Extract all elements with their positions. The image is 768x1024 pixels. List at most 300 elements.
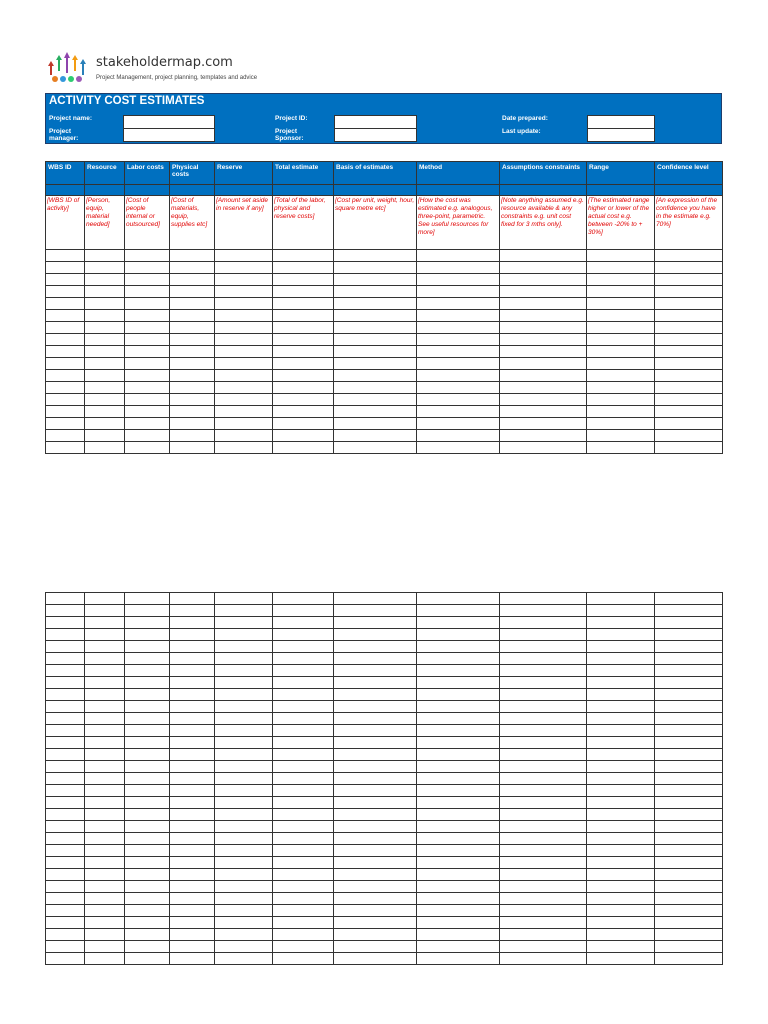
table-cell[interactable] (46, 689, 85, 701)
table-cell[interactable] (417, 418, 500, 430)
table-cell[interactable] (500, 406, 587, 418)
table-cell[interactable] (215, 737, 273, 749)
table-cell[interactable] (125, 881, 170, 893)
table-cell[interactable] (655, 641, 723, 653)
table-cell[interactable] (417, 593, 500, 605)
table-cell[interactable] (417, 298, 500, 310)
table-cell[interactable] (417, 713, 500, 725)
table-cell[interactable] (500, 881, 587, 893)
table-cell[interactable] (215, 893, 273, 905)
table-cell[interactable] (655, 689, 723, 701)
table-cell[interactable] (46, 761, 85, 773)
table-cell[interactable] (334, 905, 417, 917)
table-cell[interactable] (587, 605, 655, 617)
table-cell[interactable] (170, 358, 215, 370)
table-cell[interactable] (46, 725, 85, 737)
table-cell[interactable] (655, 809, 723, 821)
table-cell[interactable] (170, 677, 215, 689)
table-cell[interactable] (215, 406, 273, 418)
table-cell[interactable] (655, 442, 723, 454)
table-cell[interactable] (655, 869, 723, 881)
instruction-cell[interactable]: [WBS ID of activity] (46, 196, 85, 250)
table-cell[interactable] (46, 941, 85, 953)
table-cell[interactable] (215, 593, 273, 605)
table-cell[interactable] (273, 761, 334, 773)
table-cell[interactable] (655, 262, 723, 274)
table-cell[interactable] (587, 286, 655, 298)
table-cell[interactable] (85, 785, 125, 797)
instruction-cell[interactable]: [Person, equip, material needed] (85, 196, 125, 250)
table-cell[interactable] (587, 833, 655, 845)
table-cell[interactable] (273, 701, 334, 713)
table-cell[interactable] (334, 809, 417, 821)
table-cell[interactable] (500, 713, 587, 725)
table-cell[interactable] (587, 713, 655, 725)
table-cell[interactable] (85, 761, 125, 773)
table-cell[interactable] (85, 334, 125, 346)
table-cell[interactable] (655, 394, 723, 406)
table-cell[interactable] (46, 605, 85, 617)
table-cell[interactable] (500, 605, 587, 617)
table-cell[interactable] (46, 929, 85, 941)
table-cell[interactable] (46, 430, 85, 442)
table-cell[interactable] (500, 442, 587, 454)
table-cell[interactable] (500, 274, 587, 286)
table-cell[interactable] (85, 881, 125, 893)
table-cell[interactable] (587, 274, 655, 286)
table-cell[interactable] (587, 262, 655, 274)
table-cell[interactable] (587, 406, 655, 418)
table-cell[interactable] (587, 689, 655, 701)
table-cell[interactable] (334, 298, 417, 310)
table-cell[interactable] (215, 286, 273, 298)
table-cell[interactable] (655, 785, 723, 797)
table-cell[interactable] (125, 358, 170, 370)
table-cell[interactable] (500, 430, 587, 442)
table-cell[interactable] (46, 310, 85, 322)
table-cell[interactable] (500, 298, 587, 310)
table-cell[interactable] (215, 929, 273, 941)
table-cell[interactable] (125, 406, 170, 418)
table-cell[interactable] (334, 893, 417, 905)
table-cell[interactable] (85, 310, 125, 322)
table-cell[interactable] (170, 593, 215, 605)
table-cell[interactable] (417, 250, 500, 262)
table-cell[interactable] (500, 821, 587, 833)
table-cell[interactable] (170, 286, 215, 298)
table-cell[interactable] (417, 917, 500, 929)
table-cell[interactable] (334, 593, 417, 605)
table-cell[interactable] (500, 857, 587, 869)
table-cell[interactable] (655, 773, 723, 785)
table-cell[interactable] (334, 394, 417, 406)
table-cell[interactable] (85, 406, 125, 418)
table-cell[interactable] (587, 881, 655, 893)
table-cell[interactable] (587, 430, 655, 442)
table-cell[interactable] (500, 773, 587, 785)
table-cell[interactable] (417, 845, 500, 857)
table-cell[interactable] (125, 629, 170, 641)
table-cell[interactable] (85, 298, 125, 310)
table-cell[interactable] (215, 953, 273, 965)
table-cell[interactable] (655, 737, 723, 749)
table-cell[interactable] (334, 953, 417, 965)
table-cell[interactable] (334, 701, 417, 713)
table-cell[interactable] (46, 713, 85, 725)
table-cell[interactable] (170, 406, 215, 418)
table-cell[interactable] (46, 701, 85, 713)
table-cell[interactable] (587, 677, 655, 689)
table-cell[interactable] (587, 593, 655, 605)
table-cell[interactable] (334, 677, 417, 689)
table-cell[interactable] (273, 442, 334, 454)
table-cell[interactable] (125, 322, 170, 334)
table-cell[interactable] (215, 797, 273, 809)
table-cell[interactable] (655, 749, 723, 761)
table-cell[interactable] (46, 653, 85, 665)
table-cell[interactable] (215, 809, 273, 821)
table-cell[interactable] (125, 593, 170, 605)
table-cell[interactable] (215, 334, 273, 346)
table-cell[interactable] (85, 929, 125, 941)
table-cell[interactable] (273, 430, 334, 442)
table-cell[interactable] (125, 737, 170, 749)
table-cell[interactable] (655, 370, 723, 382)
table-cell[interactable] (46, 905, 85, 917)
table-cell[interactable] (500, 629, 587, 641)
table-cell[interactable] (587, 905, 655, 917)
table-cell[interactable] (417, 785, 500, 797)
table-cell[interactable] (170, 641, 215, 653)
table-cell[interactable] (655, 665, 723, 677)
table-cell[interactable] (500, 953, 587, 965)
table-cell[interactable] (655, 725, 723, 737)
table-cell[interactable] (46, 749, 85, 761)
table-cell[interactable] (170, 749, 215, 761)
table-cell[interactable] (170, 701, 215, 713)
table-cell[interactable] (85, 629, 125, 641)
table-cell[interactable] (334, 653, 417, 665)
site-name[interactable]: stakeholdermap.com (96, 55, 233, 70)
table-cell[interactable] (170, 298, 215, 310)
table-cell[interactable] (334, 641, 417, 653)
table-cell[interactable] (334, 713, 417, 725)
table-cell[interactable] (170, 665, 215, 677)
table-cell[interactable] (500, 917, 587, 929)
table-cell[interactable] (85, 677, 125, 689)
table-cell[interactable] (417, 941, 500, 953)
instruction-cell[interactable]: [Cost of materials, equip, supplies etc] (170, 196, 215, 250)
table-cell[interactable] (655, 346, 723, 358)
table-cell[interactable] (500, 394, 587, 406)
table-cell[interactable] (85, 725, 125, 737)
table-cell[interactable] (170, 605, 215, 617)
table-cell[interactable] (215, 701, 273, 713)
table-cell[interactable] (85, 917, 125, 929)
table-cell[interactable] (655, 334, 723, 346)
table-cell[interactable] (273, 370, 334, 382)
table-cell[interactable] (334, 274, 417, 286)
table-cell[interactable] (215, 881, 273, 893)
table-cell[interactable] (587, 617, 655, 629)
table-cell[interactable] (170, 322, 215, 334)
table-cell[interactable] (334, 250, 417, 262)
table-cell[interactable] (215, 713, 273, 725)
table-cell[interactable] (215, 418, 273, 430)
table-cell[interactable] (587, 641, 655, 653)
table-cell[interactable] (587, 394, 655, 406)
table-cell[interactable] (417, 394, 500, 406)
table-cell[interactable] (334, 725, 417, 737)
table-cell[interactable] (417, 322, 500, 334)
table-cell[interactable] (85, 430, 125, 442)
table-cell[interactable] (215, 250, 273, 262)
table-cell[interactable] (273, 689, 334, 701)
table-cell[interactable] (273, 653, 334, 665)
table-cell[interactable] (655, 713, 723, 725)
table-cell[interactable] (500, 653, 587, 665)
table-cell[interactable] (125, 274, 170, 286)
table-cell[interactable] (46, 869, 85, 881)
table-cell[interactable] (46, 917, 85, 929)
table-cell[interactable] (215, 653, 273, 665)
table-cell[interactable] (125, 689, 170, 701)
table-cell[interactable] (125, 941, 170, 953)
table-cell[interactable] (125, 665, 170, 677)
table-cell[interactable] (85, 653, 125, 665)
table-cell[interactable] (170, 905, 215, 917)
table-cell[interactable] (125, 857, 170, 869)
table-cell[interactable] (334, 785, 417, 797)
table-cell[interactable] (125, 677, 170, 689)
table-cell[interactable] (170, 629, 215, 641)
table-cell[interactable] (85, 737, 125, 749)
table-cell[interactable] (170, 785, 215, 797)
table-cell[interactable] (125, 605, 170, 617)
table-cell[interactable] (500, 262, 587, 274)
table-cell[interactable] (273, 917, 334, 929)
table-cell[interactable] (46, 677, 85, 689)
table-cell[interactable] (334, 418, 417, 430)
table-cell[interactable] (85, 953, 125, 965)
table-cell[interactable] (85, 905, 125, 917)
table-cell[interactable] (500, 785, 587, 797)
table-cell[interactable] (334, 773, 417, 785)
table-cell[interactable] (500, 761, 587, 773)
table-cell[interactable] (587, 953, 655, 965)
table-cell[interactable] (46, 737, 85, 749)
table-cell[interactable] (125, 641, 170, 653)
table-cell[interactable] (417, 749, 500, 761)
table-cell[interactable] (125, 953, 170, 965)
table-cell[interactable] (587, 358, 655, 370)
table-cell[interactable] (334, 629, 417, 641)
table-cell[interactable] (655, 250, 723, 262)
table-cell[interactable] (46, 785, 85, 797)
table-cell[interactable] (46, 274, 85, 286)
table-cell[interactable] (125, 382, 170, 394)
table-cell[interactable] (215, 394, 273, 406)
table-cell[interactable] (46, 322, 85, 334)
instruction-cell[interactable]: [An expression of the confidence you have in the estimate e.g. 70%] (655, 196, 723, 250)
table-cell[interactable] (273, 893, 334, 905)
table-cell[interactable] (587, 917, 655, 929)
table-cell[interactable] (170, 809, 215, 821)
table-cell[interactable] (417, 406, 500, 418)
table-cell[interactable] (170, 382, 215, 394)
table-cell[interactable] (417, 382, 500, 394)
table-cell[interactable] (417, 737, 500, 749)
table-cell[interactable] (85, 358, 125, 370)
table-cell[interactable] (215, 641, 273, 653)
table-cell[interactable] (417, 869, 500, 881)
table-cell[interactable] (273, 617, 334, 629)
instruction-cell[interactable]: [The estimated range higher or lower of the actual cost e.g. between -20% to + 30%] (587, 196, 655, 250)
table-cell[interactable] (215, 358, 273, 370)
table-cell[interactable] (273, 869, 334, 881)
table-cell[interactable] (170, 430, 215, 442)
table-cell[interactable] (334, 689, 417, 701)
table-cell[interactable] (655, 677, 723, 689)
table-cell[interactable] (334, 430, 417, 442)
table-cell[interactable] (273, 286, 334, 298)
table-cell[interactable] (125, 797, 170, 809)
table-cell[interactable] (215, 761, 273, 773)
table-cell[interactable] (417, 430, 500, 442)
table-cell[interactable] (85, 262, 125, 274)
table-cell[interactable] (655, 406, 723, 418)
table-cell[interactable] (587, 653, 655, 665)
table-cell[interactable] (85, 749, 125, 761)
table-cell[interactable] (170, 653, 215, 665)
table-cell[interactable] (170, 713, 215, 725)
table-cell[interactable] (655, 797, 723, 809)
table-cell[interactable] (85, 250, 125, 262)
table-cell[interactable] (85, 322, 125, 334)
table-cell[interactable] (125, 785, 170, 797)
table-cell[interactable] (215, 749, 273, 761)
table-cell[interactable] (46, 893, 85, 905)
table-cell[interactable] (587, 725, 655, 737)
table-cell[interactable] (273, 406, 334, 418)
table-cell[interactable] (85, 274, 125, 286)
table-cell[interactable] (655, 845, 723, 857)
table-cell[interactable] (334, 797, 417, 809)
table-cell[interactable] (46, 286, 85, 298)
table-cell[interactable] (655, 286, 723, 298)
table-cell[interactable] (500, 905, 587, 917)
table-cell[interactable] (215, 442, 273, 454)
table-cell[interactable] (85, 713, 125, 725)
table-cell[interactable] (417, 653, 500, 665)
instruction-cell[interactable]: [How the cost was estimated e.g. analogous, three-point, parametric. See useful resources for more] (417, 196, 500, 250)
table-cell[interactable] (46, 334, 85, 346)
table-cell[interactable] (273, 833, 334, 845)
table-cell[interactable] (500, 641, 587, 653)
project-id-field[interactable] (334, 115, 417, 129)
table-cell[interactable] (500, 418, 587, 430)
table-cell[interactable] (125, 749, 170, 761)
table-cell[interactable] (500, 286, 587, 298)
table-cell[interactable] (273, 749, 334, 761)
table-cell[interactable] (170, 689, 215, 701)
table-cell[interactable] (587, 701, 655, 713)
table-cell[interactable] (417, 929, 500, 941)
table-cell[interactable] (500, 310, 587, 322)
table-cell[interactable] (85, 346, 125, 358)
table-cell[interactable] (273, 821, 334, 833)
table-cell[interactable] (587, 322, 655, 334)
table-cell[interactable] (417, 605, 500, 617)
table-cell[interactable] (655, 298, 723, 310)
last-update-field[interactable] (587, 128, 655, 142)
table-cell[interactable] (334, 941, 417, 953)
table-cell[interactable] (655, 893, 723, 905)
table-cell[interactable] (273, 929, 334, 941)
table-cell[interactable] (85, 821, 125, 833)
table-cell[interactable] (500, 869, 587, 881)
table-cell[interactable] (500, 617, 587, 629)
table-cell[interactable] (655, 929, 723, 941)
table-cell[interactable] (417, 617, 500, 629)
instruction-cell[interactable]: [Total of the labor, physical and reserve costs] (273, 196, 334, 250)
table-cell[interactable] (170, 737, 215, 749)
table-cell[interactable] (587, 418, 655, 430)
table-cell[interactable] (334, 358, 417, 370)
table-cell[interactable] (655, 629, 723, 641)
project-name-field[interactable] (123, 115, 215, 129)
table-cell[interactable] (170, 821, 215, 833)
table-cell[interactable] (85, 689, 125, 701)
table-cell[interactable] (417, 953, 500, 965)
table-cell[interactable] (125, 713, 170, 725)
table-cell[interactable] (215, 773, 273, 785)
table-cell[interactable] (46, 250, 85, 262)
table-cell[interactable] (85, 809, 125, 821)
table-cell[interactable] (587, 442, 655, 454)
table-cell[interactable] (273, 905, 334, 917)
table-cell[interactable] (655, 653, 723, 665)
table-cell[interactable] (125, 869, 170, 881)
table-cell[interactable] (215, 629, 273, 641)
table-cell[interactable] (215, 430, 273, 442)
table-cell[interactable] (417, 629, 500, 641)
table-cell[interactable] (215, 845, 273, 857)
date-prepared-field[interactable] (587, 115, 655, 129)
table-cell[interactable] (587, 821, 655, 833)
table-cell[interactable] (334, 262, 417, 274)
table-cell[interactable] (500, 370, 587, 382)
table-cell[interactable] (215, 917, 273, 929)
table-cell[interactable] (334, 737, 417, 749)
table-cell[interactable] (273, 713, 334, 725)
table-cell[interactable] (334, 406, 417, 418)
table-cell[interactable] (587, 761, 655, 773)
table-cell[interactable] (655, 917, 723, 929)
table-cell[interactable] (170, 773, 215, 785)
table-cell[interactable] (334, 334, 417, 346)
table-cell[interactable] (587, 797, 655, 809)
table-cell[interactable] (125, 394, 170, 406)
table-cell[interactable] (46, 857, 85, 869)
table-cell[interactable] (170, 833, 215, 845)
table-cell[interactable] (417, 905, 500, 917)
table-cell[interactable] (46, 617, 85, 629)
table-cell[interactable] (500, 929, 587, 941)
table-cell[interactable] (85, 701, 125, 713)
table-cell[interactable] (85, 773, 125, 785)
table-cell[interactable] (46, 382, 85, 394)
